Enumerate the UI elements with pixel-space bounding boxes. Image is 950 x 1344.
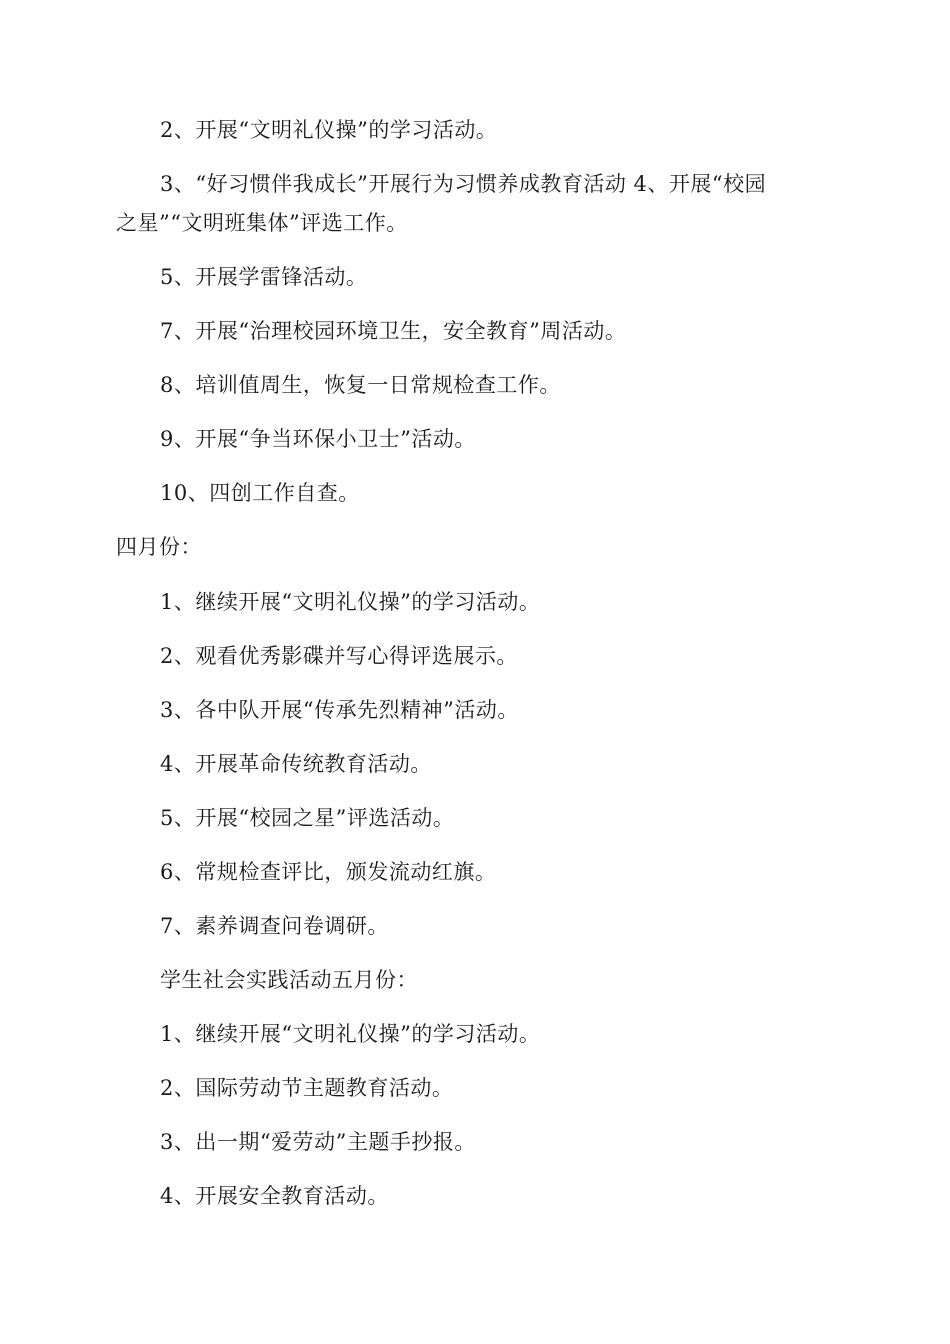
paragraph-item: 1、继续开展“文明礼仪操”的学习活动。 [160,1022,541,1046]
paragraph-item: 5、开展学雷锋活动。 [160,265,368,289]
paragraph-item: 7、素养调查问卷调研。 [160,914,389,938]
paragraph-item: 2、国际劳动节主题教育活动。 [160,1076,454,1100]
paragraph-item: 2、观看优秀影碟并写心得评选展示。 [160,644,518,668]
paragraph-item: 3、各中队开展“传承先烈精神”活动。 [160,698,519,722]
section-heading: 学生社会实践活动五月份： [160,968,418,992]
paragraph-item: 5、开展“校园之星”评选活动。 [160,806,455,830]
paragraph-item: 9、开展“争当环保小卫士”活动。 [160,427,476,451]
paragraph-item: 3、出一期“爱劳动”主题手抄报。 [160,1130,476,1154]
paragraph-item: 4、开展革命传统教育活动。 [160,752,432,776]
paragraph-item: 3、“好习惯伴我成长”开展行为习惯养成教育活动 4、开展“校园 [160,172,767,196]
paragraph-item: 10、四创工作自查。 [160,481,360,505]
paragraph-item-continuation: 之星”“文明班集体”评选工作。 [116,211,408,235]
paragraph-item: 4、开展安全教育活动。 [160,1184,389,1208]
paragraph-item: 1、继续开展“文明礼仪操”的学习活动。 [160,590,541,614]
paragraph-item: 2、开展“文明礼仪操”的学习活动。 [160,118,498,142]
paragraph-item: 8、培训值周生，恢复一日常规检查工作。 [160,373,561,397]
paragraph-item: 7、开展“治理校园环境卫生，安全教育”周活动。 [160,319,627,343]
paragraph-item: 6、常规检查评比，颁发流动红旗。 [160,860,497,884]
section-heading: 四月份： [116,535,202,559]
